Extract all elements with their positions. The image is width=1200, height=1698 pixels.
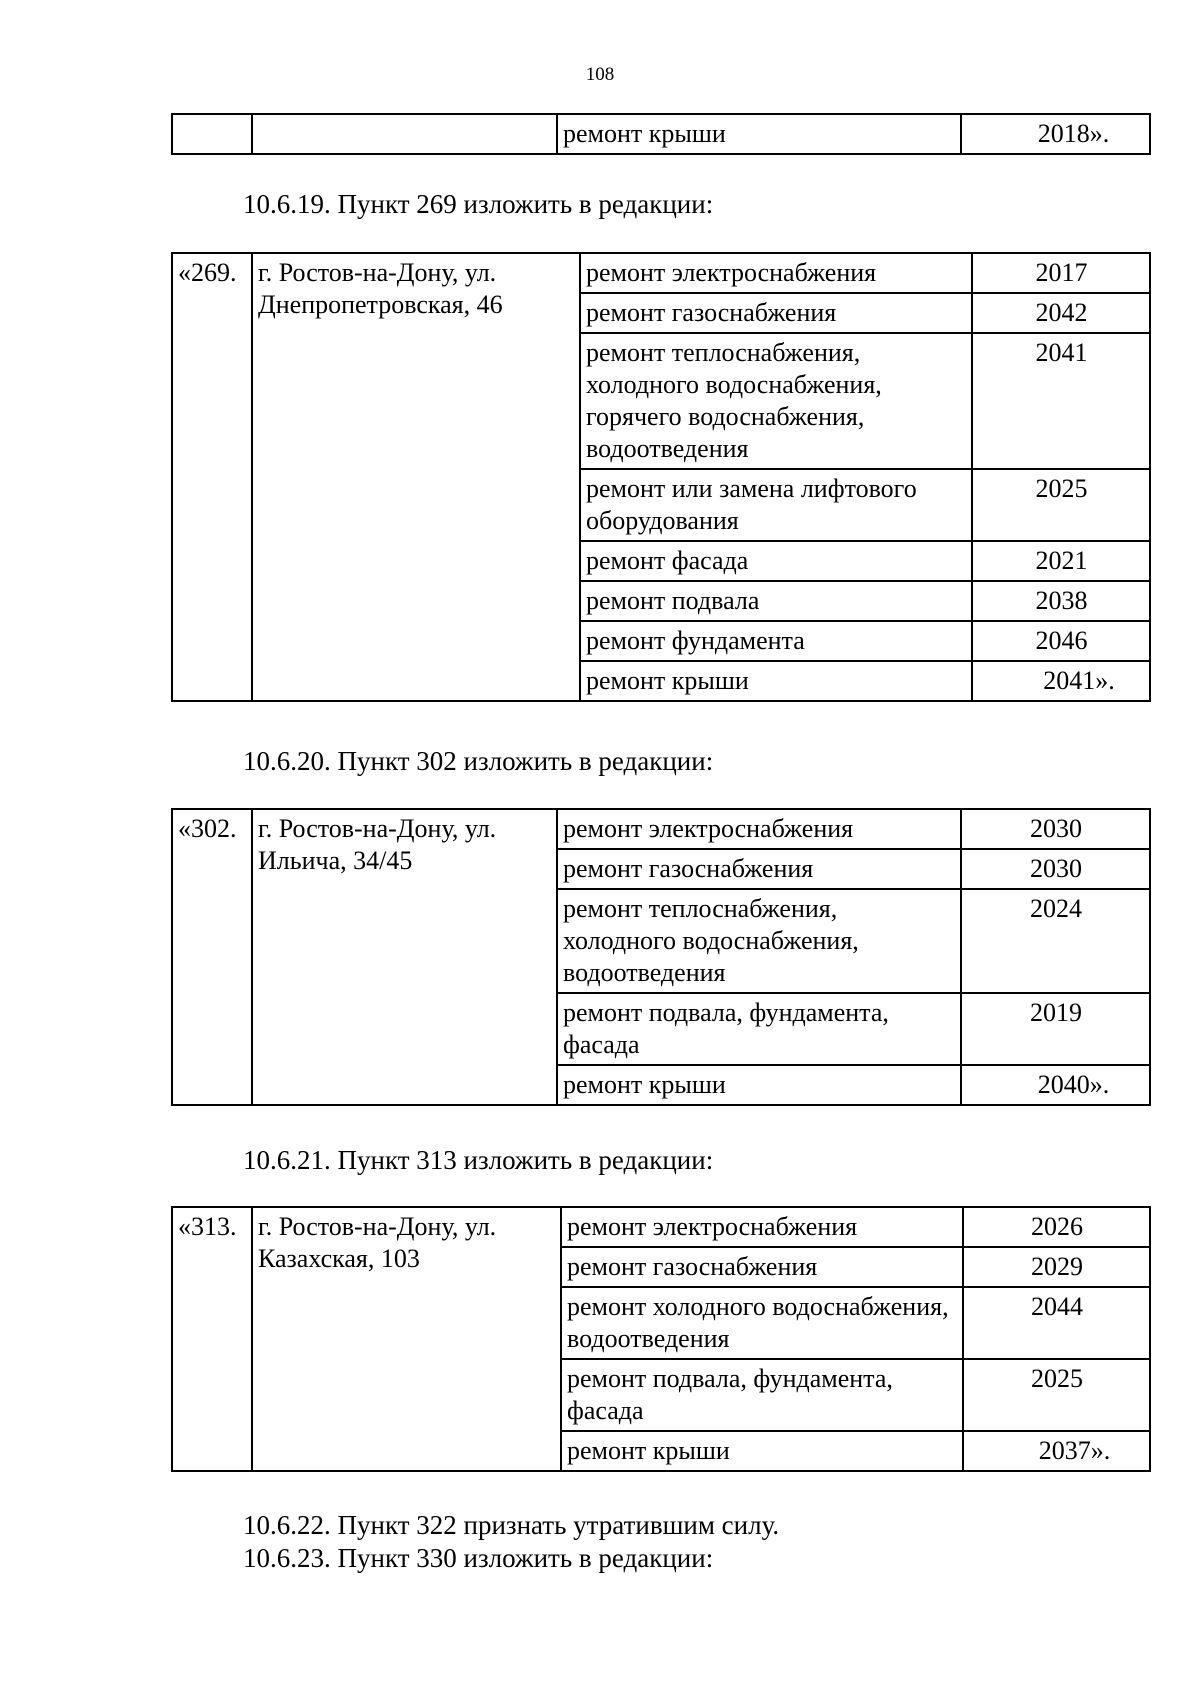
year-cell: 2021 [972,541,1150,581]
item-number: «302. [172,809,252,1105]
item-number: «269. [172,253,252,701]
year-cell: 2040». [961,1065,1150,1105]
work-cell: ремонт теплоснабжения, холодного водоснабжения, горячего водоснабжения, водоотведения [580,333,972,469]
work-cell: ремонт крыши [557,114,961,154]
paragraph-10-6-19: 10.6.19. Пункт 269 изложить в редакции: [243,189,714,219]
work-cell: ремонт электроснабжения [557,809,961,849]
table-row [172,809,1150,849]
item-302-table [171,808,1151,1106]
table-row [172,114,1150,154]
item-address: г. Ростов-на-Дону, ул. Казахская, 103 [252,1207,561,1471]
year-cell: 2030 [961,849,1150,889]
work-cell: ремонт газоснабжения [580,293,972,333]
year-cell: 2025 [972,469,1150,541]
work-cell: ремонт фасада [580,541,972,581]
item-address: г. Ростов-на-Дону, ул. Днепропетровская, 46 [252,253,580,701]
paragraph-10-6-20: 10.6.20. Пункт 302 изложить в редакции: [243,746,714,776]
continuation-table [171,113,1151,155]
work-cell: ремонт крыши [557,1065,961,1105]
work-cell: ремонт газоснабжения [557,849,961,889]
paragraph-10-6-22: 10.6.22. Пункт 322 признать утратившим силу. [243,1510,780,1540]
year-cell: 2026 [963,1207,1150,1247]
year-cell: 2041». [972,661,1150,701]
year-cell: 2030 [961,809,1150,849]
table-row [172,1207,1150,1247]
year-cell: 2038 [972,581,1150,621]
year-cell: 2029 [963,1247,1150,1287]
work-cell: ремонт подвала, фундамента, фасада [561,1359,963,1431]
work-cell: ремонт фундамента [580,621,972,661]
year-cell: 2046 [972,621,1150,661]
year-cell: 2019 [961,993,1150,1065]
number-cell [172,114,252,154]
work-cell: ремонт подвала, фундамента, фасада [557,993,961,1065]
year-cell: 2018». [961,114,1150,154]
work-cell: ремонт электроснабжения [561,1207,963,1247]
year-cell: 2042 [972,293,1150,333]
work-cell: ремонт электроснабжения [580,253,972,293]
work-cell: ремонт газоснабжения [561,1247,963,1287]
work-cell: ремонт или замена лифтового оборудования [580,469,972,541]
year-cell: 2025 [963,1359,1150,1431]
year-cell: 2024 [961,889,1150,993]
paragraph-10-6-21: 10.6.21. Пункт 313 изложить в редакции: [243,1145,714,1175]
year-cell: 2041 [972,333,1150,469]
item-269-table [171,252,1151,702]
item-number: «313. [172,1207,252,1471]
year-cell: 2017 [972,253,1150,293]
item-address: г. Ростов-на-Дону, ул. Ильича, 34/45 [252,809,557,1105]
work-cell: ремонт теплоснабжения, холодного водоснабжения, водоотведения [557,889,961,993]
work-cell: ремонт холодного водоснабжения, водоотведения [561,1287,963,1359]
address-cell [252,114,557,154]
item-313-table [171,1206,1151,1472]
paragraph-10-6-23: 10.6.23. Пункт 330 изложить в редакции: [243,1543,714,1573]
year-cell: 2044 [963,1287,1150,1359]
work-cell: ремонт крыши [580,661,972,701]
table-row [172,253,1150,293]
work-cell: ремонт крыши [561,1431,963,1471]
year-cell: 2037». [963,1431,1150,1471]
page-number: 108 [585,64,615,85]
work-cell: ремонт подвала [580,581,972,621]
